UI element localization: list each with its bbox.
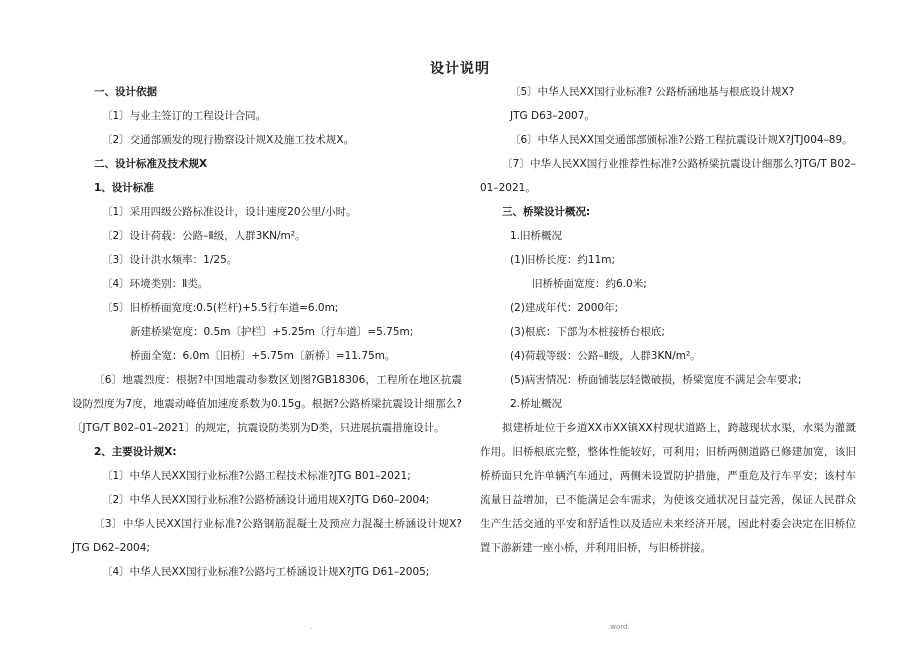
right-line: 旧桥桥面宽度：约6.0米; <box>532 278 647 290</box>
left-line: 〔4〕中华人民XX国行业标准?公路圬工桥涵设计规Χ?JTG D61–2005; <box>102 566 430 578</box>
right-line: JTG D63–2007。 <box>510 110 595 122</box>
left-line: 〔4〕环境类别：Ⅱ类。 <box>102 278 209 290</box>
right-line: 〔6〕中华人民XX国交通部部颁标准?公路工程抗震设计规Χ?JTJ004–89。 <box>510 134 853 146</box>
right-line: 三、桥梁设计概况: <box>502 206 591 218</box>
left-line: 桥面全宽：6.0m〔旧桥〕+5.75m〔新桥〕=11.75m。 <box>130 350 396 362</box>
right-line: (5)病害情况：桥面铺装层轻微破损，桥梁宽度不满足会车要求; <box>510 374 802 386</box>
footer-left: . <box>310 623 313 631</box>
left-line: 二、设计标准及技术规Χ <box>94 158 208 170</box>
left-line: 〔6〕地震烈度：根据?中国地震动参数区划图?GB18306，工程所在地区抗震设防烈度为7度，地震动峰值加速度系数为0.15g。根据?公路桥梁抗震设计细那么?〔JTG/T B02–01–2021〕的规定，抗震设防类别为D类，只进展抗震措施设计。 <box>72 374 462 434</box>
right-line: (2)建成年代：2000年; <box>510 302 619 314</box>
right-line: (1)旧桥长度：约11m; <box>510 254 615 266</box>
left-line: 〔2〕交通部颁发的现行勘察设计规Χ及施工技术规Χ。 <box>102 134 355 146</box>
right-line: 〔5〕中华人民XX国行业标准? 公路桥涵地基与根底设计规Χ? <box>510 86 795 98</box>
page-title: 设计说明 <box>430 61 490 77</box>
left-line: 1、设计标准 <box>94 182 154 194</box>
right-column <box>480 80 856 560</box>
left-line: 〔1〕中华人民XX国行业标准?公路工程技术标准?JTG B01–2021; <box>102 470 411 482</box>
left-line: 新建桥梁宽度：0.5m〔护栏〕+5.25m〔行车道〕=5.75m; <box>130 326 414 338</box>
left-line: 〔3〕中华人民XX国行业标准?公路钢筋混凝土及预应力混凝土桥涵设计规Χ?JTG D62–2004; <box>72 518 462 554</box>
footer-right: .word. <box>608 623 630 631</box>
left-line: 〔2〕中华人民XX国行业标准?公路桥涵设计通用规Χ?JTG D60–2004; <box>102 494 430 506</box>
right-line: (4)荷载等级：公路–Ⅱ级，人群3KN/m²。 <box>510 350 701 362</box>
right-line: 1.旧桥概况 <box>510 230 563 242</box>
left-column <box>72 80 462 584</box>
right-line: 2.桥址概况 <box>510 398 563 410</box>
left-line: 〔1〕与业主签订的工程设计合同。 <box>102 110 267 122</box>
left-line: 〔5〕旧桥桥面宽度:0.5(栏杆)+5.5行车道=6.0m; <box>102 302 339 314</box>
left-line: 2、主要设计规Χ: <box>94 446 177 458</box>
left-line: 〔2〕设计荷载：公路–Ⅱ级，人群3KN/m²。 <box>102 230 306 242</box>
left-line: 〔3〕设计洪水频率：1/25。 <box>102 254 238 266</box>
right-line: 〔7〕中华人民XX国行业推荐性标准?公路桥梁抗震设计细那么?JTG/T B02–01–2021。 <box>480 158 856 194</box>
right-line: 拟建桥址位于乡道XX市XX镇XX村现状道路上，跨越现状水渠，水渠为灌溉作用。旧桥根底完整，整体性能较好，可利用；旧桥两侧道路已修建加宽，该旧桥桥面只允许单辆汽车通过，两侧未设置防护措施，严重危及行车平安；该村车流量日益增加，已不能满足会车需求，为使该交通状况日益完善，保证人民群众生产生活交通的平安和舒适性以及适应未来经济开展，因此村委会决定在旧桥位置下游新建一座小桥，并利用旧桥，与旧桥拼接。 <box>480 422 856 554</box>
right-line: (3)根底：下部为木桩接桥台根底; <box>510 326 665 338</box>
left-line: 一、设计依据 <box>94 86 157 98</box>
left-line: 〔1〕采用四级公路标准设计，设计速度20公里/小时。 <box>102 206 357 218</box>
